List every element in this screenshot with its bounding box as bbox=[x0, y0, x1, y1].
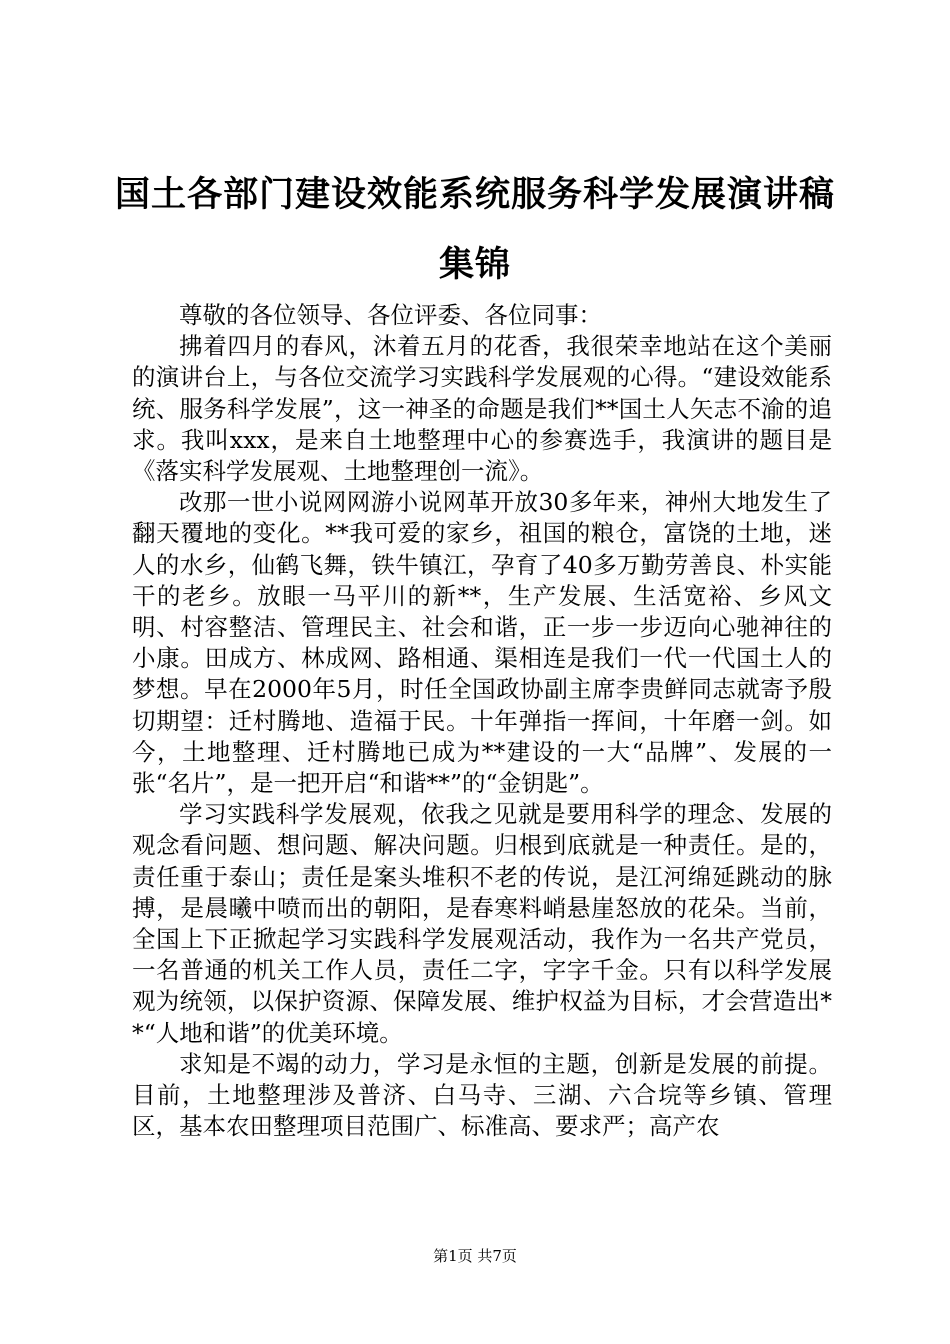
paragraph-salutation: 尊敬的各位领导、各位评委、各位同事： bbox=[179, 301, 602, 329]
document-body bbox=[132, 300, 832, 1142]
paragraph-innovation: 求知是不竭的动力，学习是永恒的主题，创新是发展的前提。目前，土地整理涉及普济、白马寺、三湖、六合垸等乡镇、管理区，基本农田整理项目范围广、标准高、要求严；高产农 bbox=[132, 1049, 832, 1141]
paragraph-introduction: 拂着四月的春风，沐着五月的花香，我很荣幸地站在这个美丽的演讲台上，与各位交流学习实践科学发展观的心得。“建设效能系统、服务科学发展”，这一神圣的命题是我们**国土人矢志不渝的追求。我叫xxx，是来自土地整理中心的参赛选手，我演讲的题目是《落实科学发展观、土地整理创一流》。 bbox=[132, 332, 832, 486]
page-number-footer: 第1页 共7页 bbox=[433, 1247, 517, 1265]
paragraph-responsibility: 学习实践科学发展观，依我之见就是要用科学的理念、发展的观念看问题、想问题、解决问题。归根到底就是一种责任。是的，责任重于泰山；责任是案头堆积不老的传说，是江河绵延跳动的脉搏，是晨曦中喷而出的朝阳，是春寒料峭悬崖怒放的花朵。当前，全国上下正掀起学习实践科学发展观活动，我作为一名共产党员，一名普通的机关工作人员，责任二字，字字千金。只有以科学发展观为统领，以保护资源、保障发展、维护权益为目标，才会营造出**“人地和谐”的优美环境。 bbox=[132, 800, 832, 1047]
paragraph-hometown: 改那一世小说网网游小说网革开放30多年来，神州大地发生了翻天覆地的变化。**我可爱的家乡，祖国的粮仓，富饶的土地，迷人的水乡，仙鹤飞舞，铁牛镇江，孕育了40多万勤劳善良、朴实能干的老乡。放眼一马平川的新**，生产发展、生活宽裕、乡风文明、村容整洁、管理民主、社会和谐，正一步一步迈向心驰神往的小康。田成方、林成网、路相通、渠相连是我们一代一代国土人的梦想。早在2000年5月，时任全国政协副主席李贵鲜同志就寄予殷切期望：迁村腾地、造福于民。十年弹指一挥间，十年磨一剑。如今，土地整理、迁村腾地已成为**建设的一大“品牌”、发展的一张“名片”，是一把开启“和谐**”的“金钥匙”。 bbox=[132, 488, 832, 798]
document-title: 国土各部门建设效能系统服务科学发展演讲稿集锦 bbox=[114, 174, 835, 285]
